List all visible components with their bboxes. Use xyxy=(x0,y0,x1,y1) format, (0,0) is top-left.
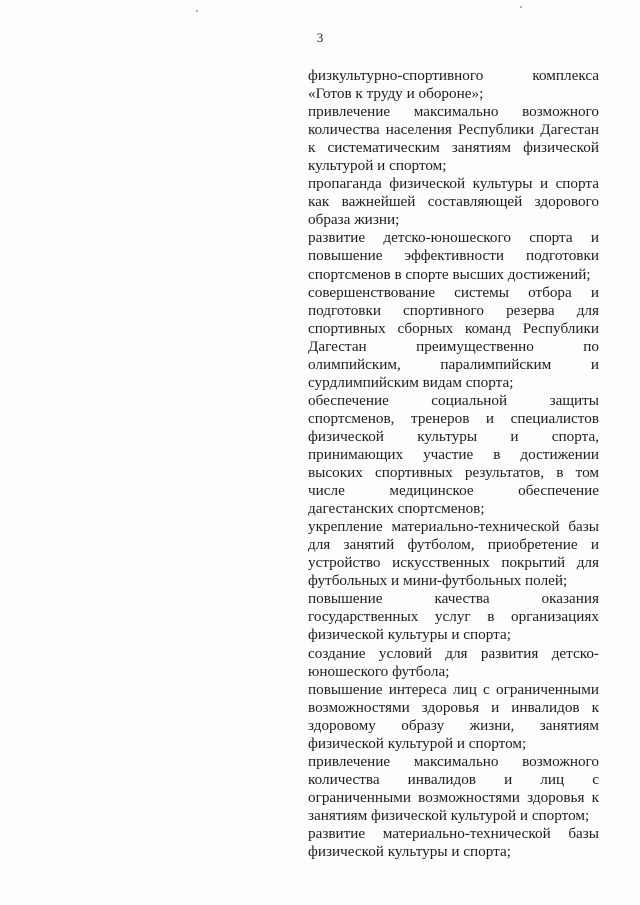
paragraph: совершенствование системы отбора и подготовки спортивного резерва для спортивных сборных команд Республики Дагестан преимущественно по олимпийским, паралимпийским и сурдлимпийским видам спорта; xyxy=(308,283,599,391)
paragraph: развитие детско-юношеского спорта и повышение эффективности подготовки спортсменов в спорте высших достижений; xyxy=(308,229,599,283)
paragraph: физкультурно-спортивного комплекса «Готов к труду и обороне»; xyxy=(308,67,599,103)
body-text xyxy=(308,67,599,861)
paragraph: привлечение максимально возможного количества населения Республики Дагестан к систематическим занятиям физической культурой и спортом; xyxy=(308,103,599,175)
paragraph: обеспечение социальной защиты спортсменов, тренеров и специалистов физической культуры и спорта, принимающих участие в достижении высоких спортивных результатов, в том числе медицинское обеспечение дагестанских спортсменов; xyxy=(308,391,599,518)
paragraph: повышение интереса лиц с ограниченными возможностями здоровья и инвалидов к здоровому образу жизни, занятиям физической культурой и спортом; xyxy=(308,680,599,752)
page-number: 3 xyxy=(316,30,324,45)
paragraph: развитие материально-технической базы физической культуры и спорта; xyxy=(308,824,599,861)
paragraph: повышение качества оказания государственных услуг в организациях физической культуры и спорта; xyxy=(308,590,599,644)
paragraph: создание условий для развития детско-юношеского футбола; xyxy=(308,644,599,680)
scan-artifact xyxy=(520,6,522,8)
scan-artifact xyxy=(196,10,198,12)
paragraph: укрепление материально-технической базы для занятий футболом, приобретение и устройство искусственных покрытий для футбольных и мини-футбольных полей; xyxy=(308,518,599,590)
paragraph: привлечение максимально возможного количества инвалидов и лиц с ограниченными возможностями здоровья к занятиям физической культурой и спортом; xyxy=(308,752,599,824)
paragraph: пропаганда физической культуры и спорта как важнейшей составляющей здорового образа жизни; xyxy=(308,175,599,229)
